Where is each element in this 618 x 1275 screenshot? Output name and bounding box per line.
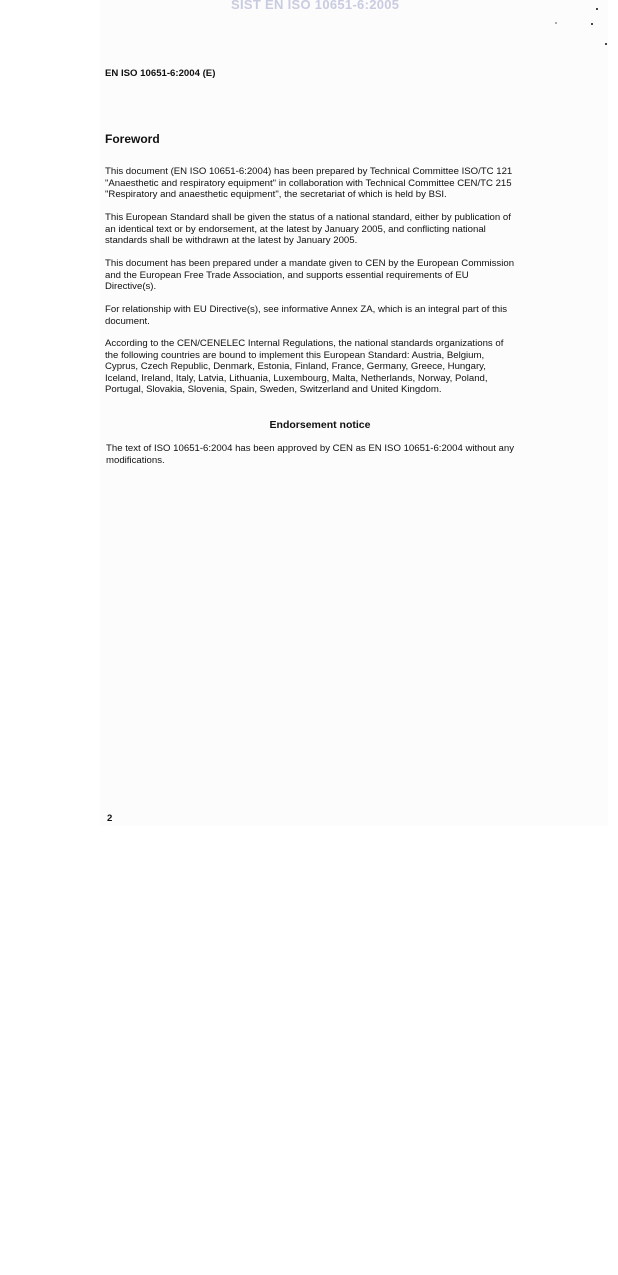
endorsement-heading: Endorsement notice — [269, 419, 371, 431]
text-line: an identical text or by endorsement, at the latest by January 2005, and conflicting national — [105, 223, 486, 235]
scan-speck — [555, 22, 557, 24]
text-line: and the European Free Trade Association, and supports essential requirements of EU — [105, 269, 469, 281]
text-line: document. — [105, 315, 150, 327]
paragraph — [105, 338, 503, 396]
watermark: SIST EN ISO 10651-6:2005 — [231, 0, 400, 12]
document-page — [100, 0, 608, 826]
text-line: Portugal, Slovakia, Slovenia, Spain, Sweden, Switzerland and United Kingdom. — [105, 384, 442, 396]
scan-speck — [596, 8, 598, 10]
text-line: Directive(s). — [105, 281, 157, 293]
text-line: This document (EN ISO 10651-6:2004) has been prepared by Technical Committee ISO/TC 121 — [105, 166, 513, 177]
text-line: the following countries are bound to implement this European Standard: Austria, Belgium, — [105, 349, 485, 361]
document-header: EN ISO 10651-6:2004 (E) — [105, 68, 216, 79]
section-title: Foreword — [105, 132, 160, 146]
paragraph — [105, 258, 514, 293]
text-line: Cyprus, Czech Republic, Denmark, Estonia, Finland, France, Germany, Greece, Hungary, — [105, 361, 486, 373]
text-line: This document has been prepared under a mandate given to CEN by the European Commission — [105, 258, 515, 269]
endorsement-paragraph — [106, 443, 514, 466]
paragraph — [105, 166, 512, 201]
page-number: 2 — [107, 813, 113, 824]
text-line: standards shall be withdrawn at the latest by January 2005. — [105, 235, 358, 247]
text-line: modifications. — [106, 454, 165, 466]
text-line: Iceland, Ireland, Italy, Latvia, Lithuania, Luxembourg, Malta, Netherlands, Norway, Poland, — [105, 372, 488, 384]
scan-speck — [591, 23, 593, 25]
text-line: The text of ISO 10651-6:2004 has been approved by CEN as EN ISO 10651-6:2004 without any — [106, 443, 514, 454]
paragraph — [105, 212, 511, 247]
text-line: For relationship with EU Directive(s), see informative Annex ZA, which is an integral part of this — [105, 304, 508, 315]
paragraph — [105, 304, 507, 327]
text-line: "Respiratory and anaesthetic equipment", the secretariat of which is held by BSI. — [105, 189, 447, 201]
text-line: This European Standard shall be given the status of a national standard, either by publication of — [105, 212, 511, 223]
scan-speck — [605, 43, 607, 45]
text-line: "Anaesthetic and respiratory equipment" in collaboration with Technical Committee CEN/TC 215 — [105, 177, 512, 189]
text-line: According to the CEN/CENELEC Internal Regulations, the national standards organizations of — [105, 338, 504, 349]
